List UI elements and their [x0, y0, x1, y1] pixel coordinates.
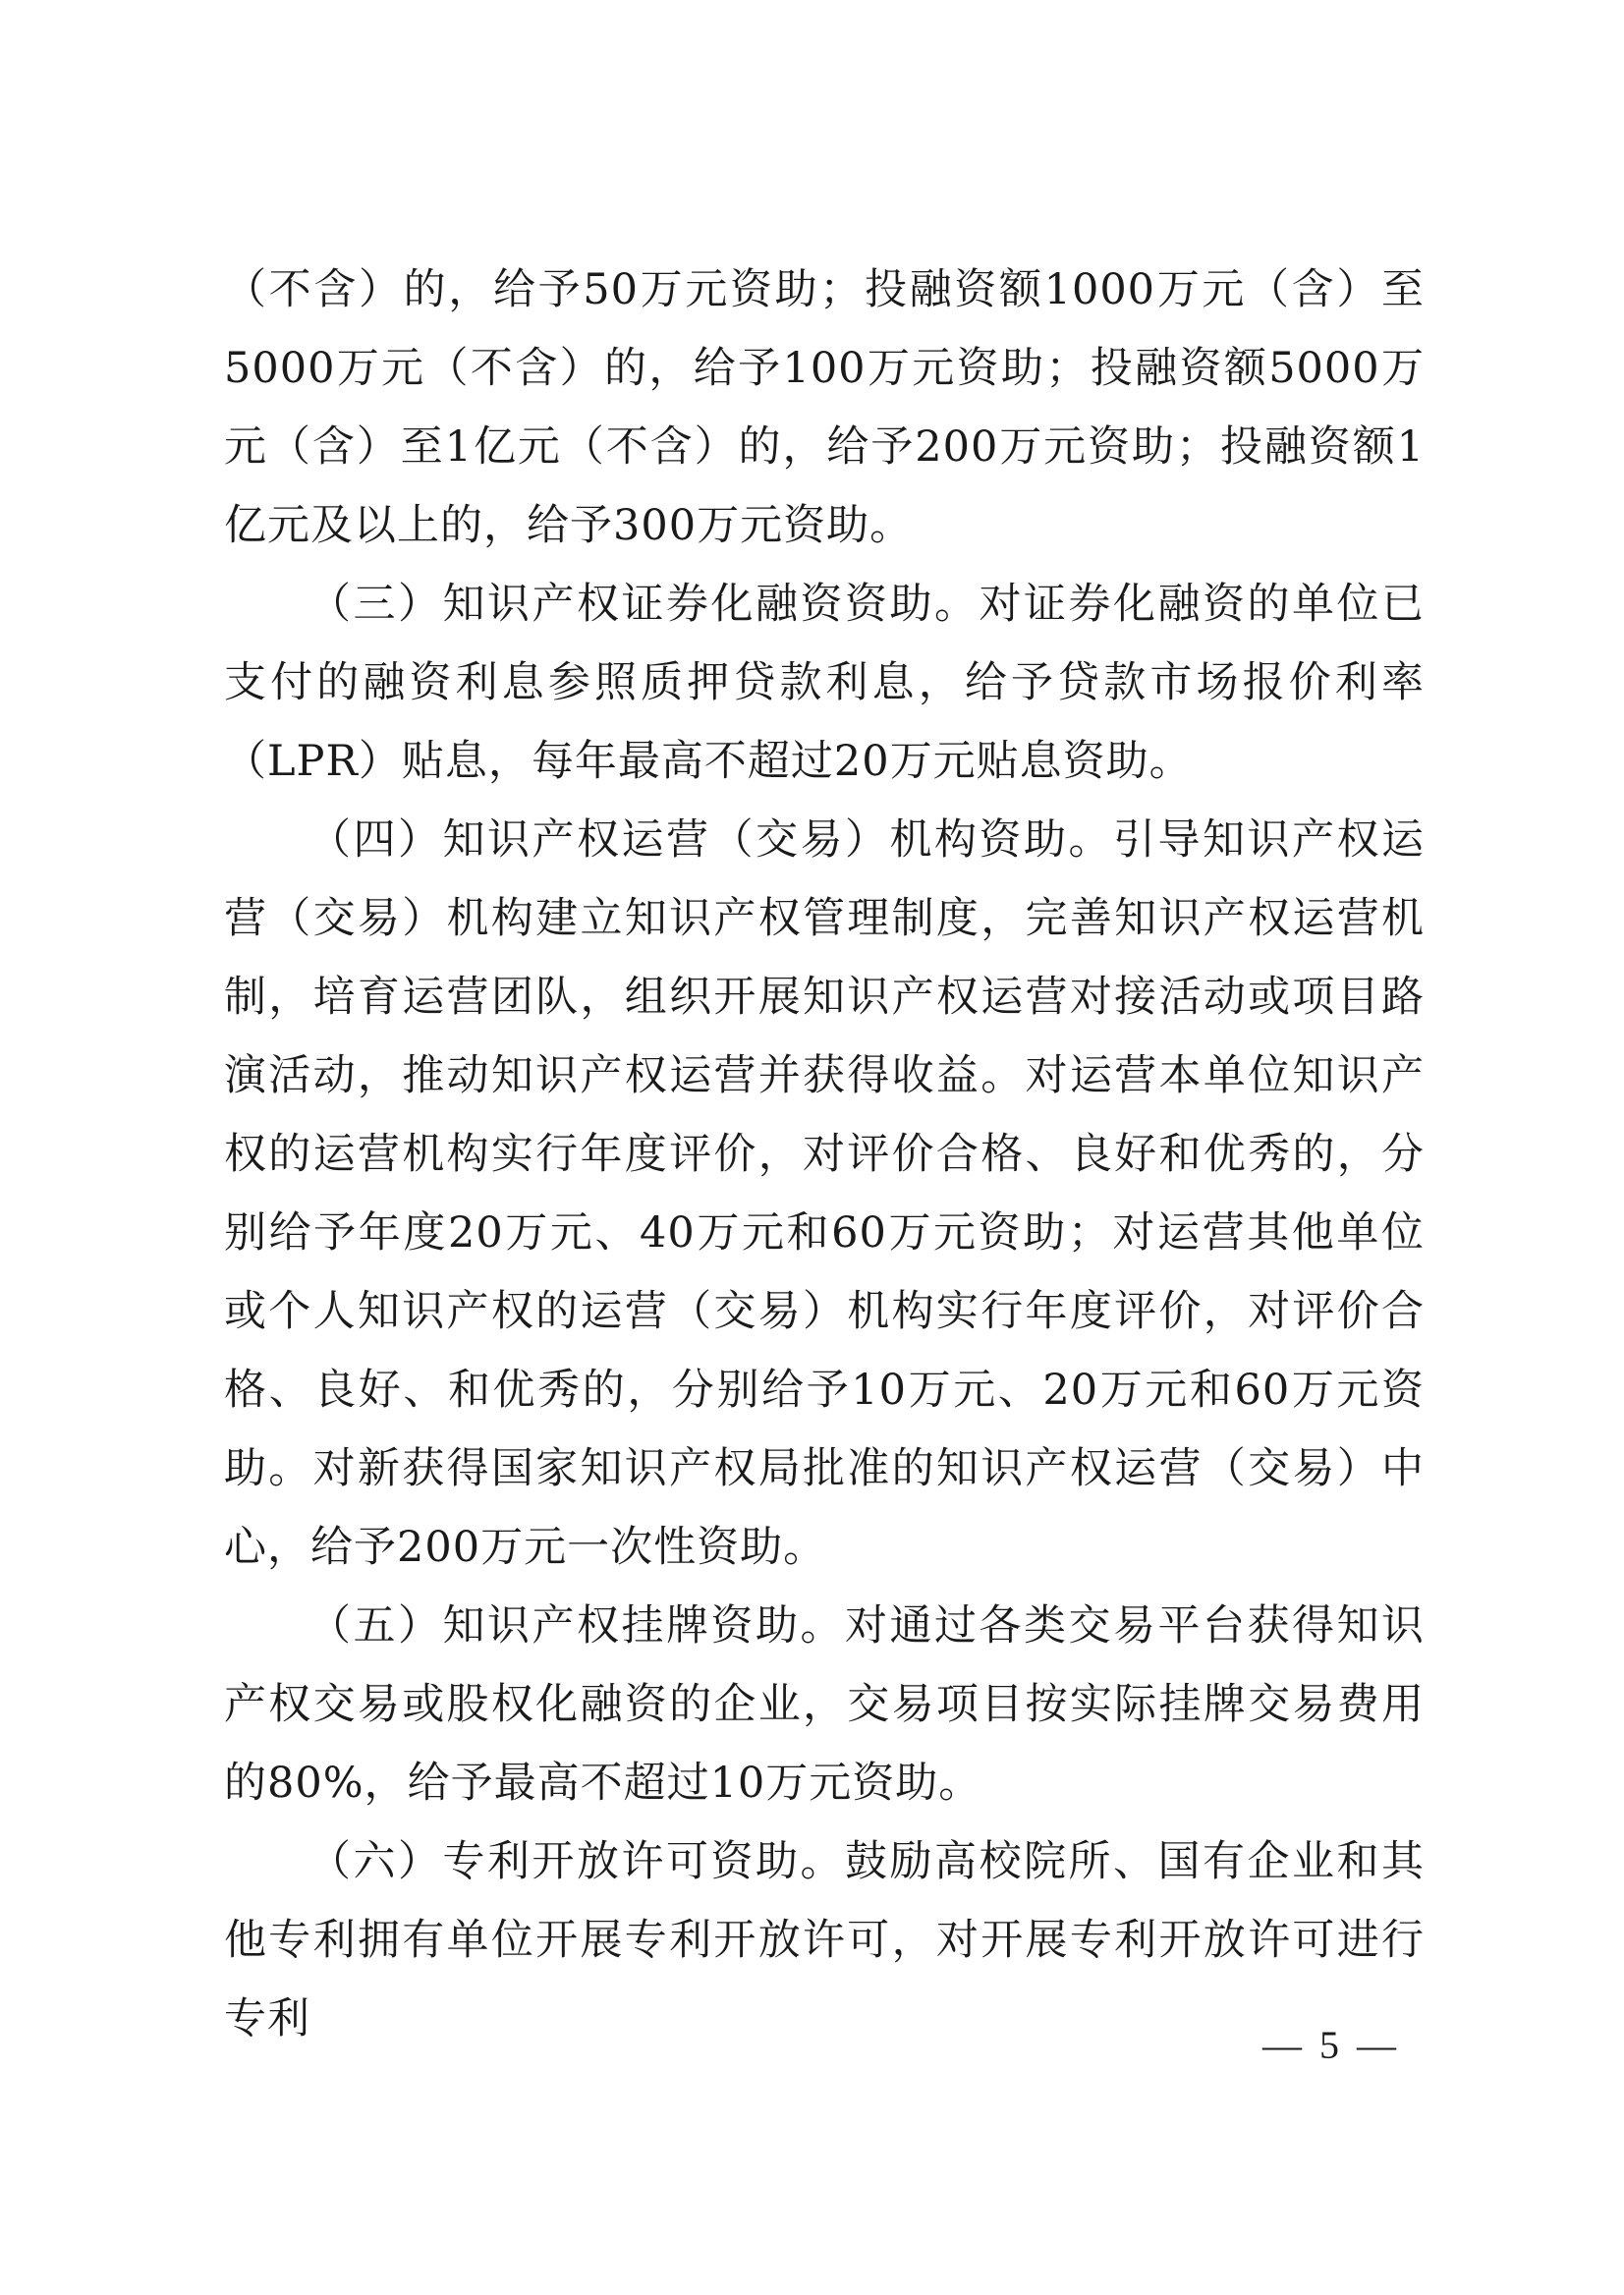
paragraph-ip-listing: （五）知识产权挂牌资助。对通过各类交易平台获得知识产权交易或股权化融资的企业，交易项目按实际挂牌交易费用的80%，给予最高不超过10万元资助。: [224, 1601, 1425, 1808]
document-body: [224, 251, 1425, 2058]
paragraph-ip-operation-agency: （四）知识产权运营（交易）机构资助。引导知识产权运营（交易）机构建立知识产权管理制度，完善知识产权运营机制，培育运营团队，组织开展知识产权运营对接活动或项目路演活动，推动知识产权运营并获得收益。对运营本单位知识产权的运营机构实行年度评价，对评价合格、良好和优秀的，分别给予年度20万元、40万元和60万元资助；对运营其他单位或个人知识产权的运营（交易）机构实行年度评价，对评价合格、良好、和优秀的，分别给予10万元、20万元和60万元资助。对新获得国家知识产权局批准的知识产权运营（交易）中心，给予200万元一次性资助。: [224, 815, 1425, 1572]
paragraph-patent-open-license: （六）专利开放许可资助。鼓励高校院所、国有企业和其他专利拥有单位开展专利开放许可，对开展专利开放许可进行专利: [224, 1837, 1425, 2043]
page-number: — 5 —: [1262, 2023, 1400, 2067]
paragraph-ip-securitization: （三）知识产权证券化融资资助。对证券化融资的单位已支付的融资利息参照质押贷款利息，给予贷款市场报价利率（LPR）贴息，每年最高不超过20万元贴息资助。: [224, 580, 1425, 786]
paragraph-funding-tiers: （不含）的，给予50万元资助；投融资额1000万元（含）至5000万元（不含）的，给予100万元资助；投融资额5000万元（含）至1亿元（不含）的，给予200万元资助；投融资额1亿元及以上的，给予300万元资助。: [224, 265, 1425, 550]
